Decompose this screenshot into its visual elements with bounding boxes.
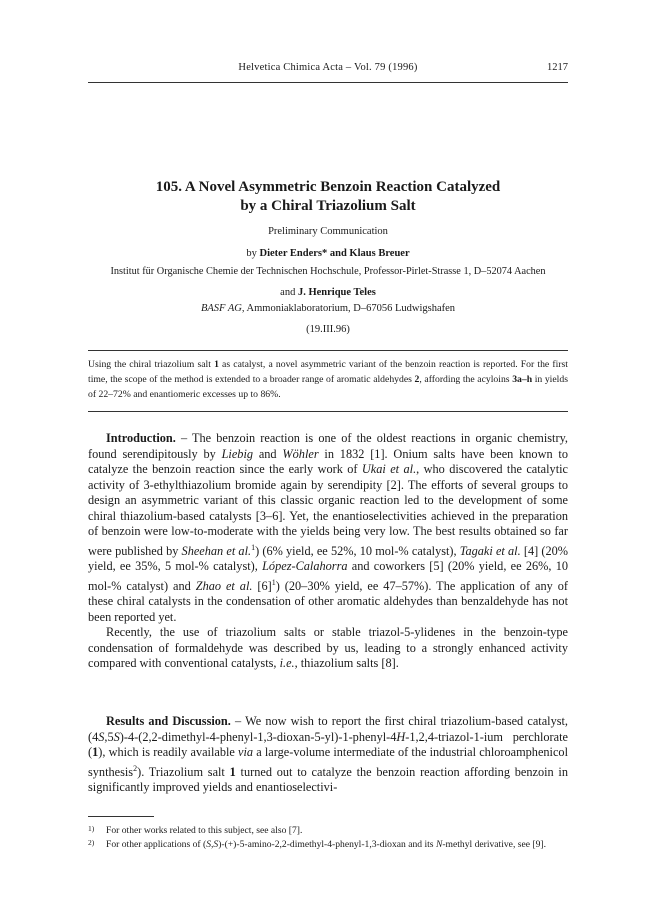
footnotes <box>88 825 568 853</box>
footnote-ref: 2 <box>133 763 138 773</box>
authors-line <box>88 247 568 260</box>
abstract-bottom-rule <box>88 411 568 412</box>
affiliation-2-company: BASF AG, <box>200 303 245 314</box>
authors-prefix: by <box>246 248 260 259</box>
article-title <box>88 178 568 216</box>
footnote-2: 2) For other applications of (S,S)-(+)-5-amino-2,2-dimethyl-4-phenyl-1,3-dioxan and its N-methyl derivative, see [9]. <box>88 838 546 850</box>
compound-ref: 1 <box>229 764 236 779</box>
page-number: 1217 <box>547 62 568 73</box>
compound-ref: 1 <box>214 359 219 370</box>
footnote-ref: 1 <box>251 542 256 552</box>
header-rule <box>88 82 568 83</box>
article-type: Preliminary Communication <box>268 226 388 237</box>
third-author: J. Henrique Teles <box>297 287 376 298</box>
footnote-ref: 1 <box>271 577 276 587</box>
intro-paragraph-1: Introduction. – The benzoin reaction is one of the oldest reactions in organic chemistry, found serendipitously by Liebig and Wöhler in 1832 [1]. Onium salts have been known to catalyze the benzoin reaction since the early work of Ukai et al., who discovered the catalytic activity of 3-ethylthiazolium bromide again by serendipity [2]. The efforts of several groups to design an asymmetric variant of this classic organic reaction led to the development of some chiral thiazolium-based catalysts [3–6]. Yet, the enantioselectivities achieved in the preparation of benzoin were low-to-moderate with the yields being very low. The best results obtained so far were published by Sheehan et al.$^1$) (6% yield, ee 52%, 10 mol-% catalyst), Tagaki et al. [4] (20% yield, ee 35%, 5 mol-% catalyst), López-Calahorra and coworkers [5] (20% yield, ee 26%, 10 mol-% catalyst) and Zhao et al. $[6]^1$) (20–30% yield, ee 47–57%). The application of any of these chiral catalysts in the condensation of other aromatic aldehydes than benzaldehyde has not been reported yet. <box>88 431 569 624</box>
affiliation-2 <box>88 302 568 315</box>
third-author-line <box>88 286 568 299</box>
abstract: Using the chiral triazolium salt 1 as catalyst, a novel asymmetric variant of the benzoin reaction is reported. For the first time, the scope of the method is extended to a broader range of aromatic aldehydes 2, affording the acyloins 3a–h in yields of 22–72% and enantiomeric excesses up to 86%. <box>88 359 568 400</box>
compound-ref: 2 <box>414 374 420 385</box>
results-section <box>88 714 568 796</box>
compound-ref: 3a–h <box>512 374 533 385</box>
compound-ref: 1 <box>92 745 99 759</box>
received-date: (19.III.96) <box>306 324 350 335</box>
footnote-mark: 2) <box>88 838 95 847</box>
section-heading: Introduction. <box>106 431 176 445</box>
and-prefix: and <box>280 287 298 298</box>
footnote-1: 1) For other works related to this subject, see also [7]. <box>88 824 303 836</box>
affiliation-2-address: Ammoniaklaboratorium, D–67056 Ludwigshafen <box>244 303 456 314</box>
footnote-mark: 1) <box>88 824 95 833</box>
running-head <box>88 62 568 76</box>
abstract-top-rule <box>88 350 568 351</box>
section-heading: Results and Discussion. <box>106 714 231 728</box>
title-line-1: 105. A Novel Asymmetric Benzoin Reaction Catalyzed <box>155 179 501 195</box>
title-line-2: by a Chiral Triazolium Salt <box>240 198 416 214</box>
intro-paragraph-2: Recently, the use of triazolium salts or stable triazol-5-ylidenes in the benzoin-type condensation of formaldehyde was described by us, leading to a strongly enhanced activity compared with conventional catalysts, i.e., thiazolium salts [8]. <box>88 625 568 671</box>
affiliation-1: Institut für Organische Chemie der Technischen Hochschule, Professor-Pirlet-Strasse 1, D–52074 Aachen <box>110 266 546 277</box>
journal-name: Helvetica Chimica Acta – Vol. 79 (1996) <box>238 62 418 73</box>
results-paragraph-1: Results and Discussion. – We now wish to report the first chiral triazolium-based catalyst, (4S,5S)-4-(2,2-dimethyl-4-phenyl-1,3-dioxan-5-yl)-1-phenyl-4H-1,2,4-triazol-1-ium perchlorate (1), which is readily available via a large-volume intermediate of the industrial chloroamphenicol synthesis$^2$). Triazolium salt 1 turned out to catalyze the benzoin reaction affording benzoin in significantly improved yields and enantioselectivi- <box>88 714 568 795</box>
authors-names: Dieter Enders* and Klaus Breuer <box>259 248 410 259</box>
footnote-rule <box>88 816 154 817</box>
introduction-section <box>88 431 568 672</box>
